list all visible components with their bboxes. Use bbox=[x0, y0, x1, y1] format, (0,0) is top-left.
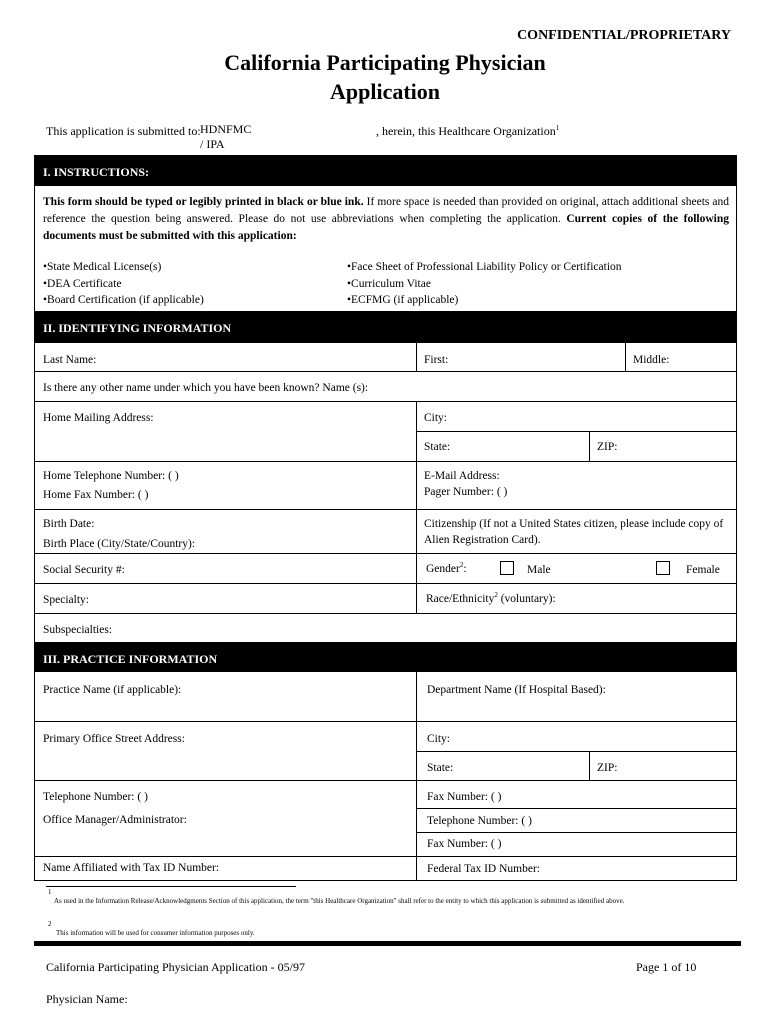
documents-left-list bbox=[43, 259, 204, 309]
gender-label: Gender$^2$: bbox=[426, 561, 467, 575]
female-label: Female bbox=[686, 564, 720, 576]
home-zip-field[interactable]: ZIP: bbox=[597, 441, 618, 453]
footnote-2: This information will be used for consumer information purposes only. bbox=[56, 929, 255, 937]
section-instructions-header: I. INSTRUCTIONS: bbox=[35, 156, 736, 186]
footnote-2-number: 2 bbox=[48, 920, 52, 928]
list-item: •ECFMG (if applicable) bbox=[347, 294, 459, 306]
race-ethnicity-field[interactable]: Race/Ethnicity$^2$ (voluntary): bbox=[426, 591, 556, 605]
list-item: •DEA Certificate bbox=[43, 277, 122, 290]
home-address-field[interactable]: Home Mailing Address: bbox=[43, 412, 154, 424]
documents-right-list bbox=[347, 259, 622, 309]
first-name-field[interactable]: First: bbox=[424, 354, 449, 366]
home-fax-field[interactable]: Home Fax Number: ( ) bbox=[43, 489, 149, 501]
title-line-2: Application bbox=[329, 79, 441, 104]
male-checkbox[interactable] bbox=[500, 561, 514, 575]
footnote-ref-1: 1 bbox=[555, 124, 560, 132]
submitted-to-prefix: This application is submitted to: bbox=[46, 124, 201, 138]
application-form bbox=[34, 155, 737, 881]
federal-tax-id-field[interactable]: Federal Tax ID Number: bbox=[427, 863, 540, 875]
section-identifying-header: II. IDENTIFYING INFORMATION bbox=[35, 311, 736, 343]
home-city-field[interactable]: City: bbox=[424, 412, 448, 424]
office-address-field[interactable]: Primary Office Street Address: bbox=[43, 733, 185, 745]
page-number: Page 1 of 10 bbox=[636, 960, 697, 974]
specialty-field[interactable]: Specialty: bbox=[43, 594, 89, 606]
department-name-field[interactable]: Department Name (If Hospital Based): bbox=[427, 684, 606, 696]
page-title bbox=[0, 48, 770, 106]
manager-telephone-field[interactable]: Telephone Number: ( ) bbox=[427, 815, 532, 827]
list-item: •Curriculum Vitae bbox=[347, 277, 431, 290]
office-state-field[interactable]: State: bbox=[427, 762, 454, 774]
footer-form-name: California Participating Physician Application - 05/97 bbox=[46, 960, 305, 974]
male-label: Male bbox=[527, 564, 551, 576]
ssn-field[interactable]: Social Security #: bbox=[43, 564, 125, 576]
citizenship-line-2: Alien Registration Card). bbox=[424, 534, 541, 546]
office-zip-field[interactable]: ZIP: bbox=[597, 762, 618, 774]
office-manager-field[interactable]: Office Manager/Administrator: bbox=[43, 814, 187, 826]
office-telephone-field[interactable]: Telephone Number: ( ) bbox=[43, 791, 148, 803]
female-checkbox[interactable] bbox=[656, 561, 670, 575]
citizenship-line-1: Citizenship (If not a United States citizen, please include copy of bbox=[424, 518, 724, 530]
footnote-divider bbox=[46, 886, 296, 887]
middle-name-field[interactable]: Middle: bbox=[633, 354, 670, 366]
footnote-1: As used in the Information Release/Acknowledgments Section of this application, the term "this Healthcare Organization" shall refer to the entity to which this application is submitted as identified above. bbox=[54, 897, 625, 905]
birth-date-field[interactable]: Birth Date: bbox=[43, 518, 95, 530]
instructions-paragraph: This form should be typed or legibly printed in black or blue ink. If more space is needed than provided on original, attach additional sheets and reference the question being answered. Please do not use abbreviations when completing the application. Current copies of the following documents must be submitted with this application: bbox=[43, 196, 729, 242]
submitted-to-suffix: , herein, this Healthcare Organization bbox=[376, 124, 556, 138]
footer-rule bbox=[34, 941, 741, 946]
submitted-to-suffix-wrap bbox=[376, 124, 559, 139]
physician-name-field[interactable]: Physician Name: bbox=[46, 992, 128, 1006]
submitted-to-line bbox=[46, 122, 560, 151]
last-name-field[interactable]: Last Name: bbox=[43, 354, 97, 366]
birth-place-field[interactable]: Birth Place (City/State/Country): bbox=[43, 538, 196, 550]
title-line-1: California Participating Physician bbox=[224, 50, 546, 75]
manager-fax-field[interactable]: Fax Number: ( ) bbox=[427, 838, 502, 850]
list-item: •Board Certification (if applicable) bbox=[43, 294, 204, 306]
home-telephone-field[interactable]: Home Telephone Number: ( ) bbox=[43, 470, 179, 482]
other-name-field[interactable]: Is there any other name under which you have been known? Name (s): bbox=[43, 382, 369, 394]
office-fax-field[interactable]: Fax Number: ( ) bbox=[427, 791, 502, 803]
list-item: •State Medical License(s) bbox=[43, 261, 162, 273]
home-state-field[interactable]: State: bbox=[424, 441, 451, 453]
footnote-1-number: 1 bbox=[48, 888, 52, 896]
submitted-to-value[interactable]: HDNFMC / IPA bbox=[200, 122, 252, 151]
email-field[interactable]: E-Mail Address: bbox=[424, 470, 500, 482]
section-practice-header: III. PRACTICE INFORMATION bbox=[35, 642, 736, 672]
tax-name-field[interactable]: Name Affiliated with Tax ID Number: bbox=[43, 862, 220, 874]
practice-name-field[interactable]: Practice Name (if applicable): bbox=[43, 684, 182, 696]
subspecialties-field[interactable]: Subspecialties: bbox=[43, 624, 112, 636]
list-item: •Face Sheet of Professional Liability Policy or Certification bbox=[347, 261, 622, 273]
confidential-label: CONFIDENTIAL/PROPRIETARY bbox=[517, 28, 731, 43]
office-city-field[interactable]: City: bbox=[427, 733, 451, 745]
pager-field[interactable]: Pager Number: ( ) bbox=[424, 486, 508, 498]
